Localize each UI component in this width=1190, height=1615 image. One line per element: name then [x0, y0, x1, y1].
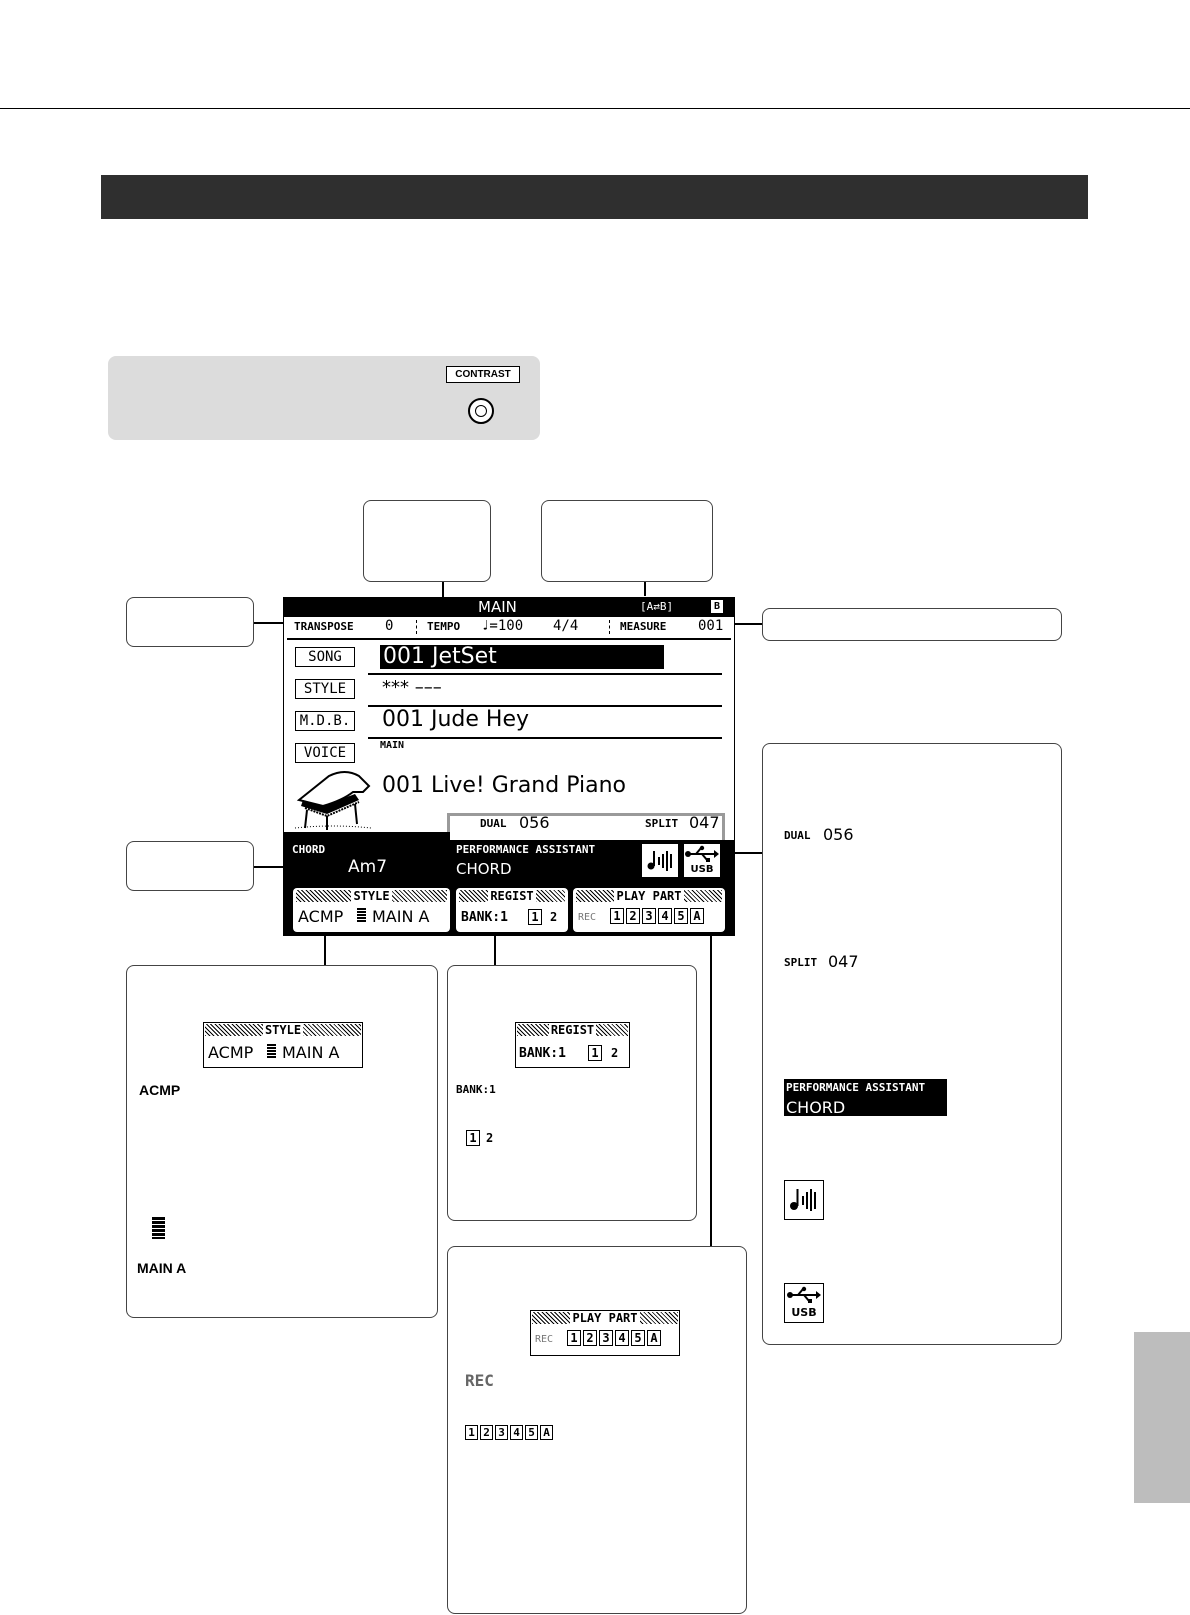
track-a: A	[540, 1425, 553, 1440]
callout-measure	[762, 608, 1062, 641]
transpose-value: 0	[385, 618, 394, 634]
legend-regist-mini-2: 2	[611, 1046, 619, 1060]
measure-value: 001	[698, 618, 724, 634]
track-2: 2	[583, 1330, 597, 1346]
legend-acmp: ACMP	[139, 1082, 181, 1098]
style-name[interactable]: *** –––	[382, 677, 442, 698]
legend-playpart-mini-title: PLAY PART	[532, 1312, 678, 1324]
pa-label: PERFORMANCE ASSISTANT	[456, 843, 596, 856]
legend-style-mini-title: STYLE	[205, 1024, 361, 1036]
measure-label: MEASURE	[620, 620, 667, 633]
callout-chord	[126, 841, 254, 891]
track-5[interactable]: 5	[674, 908, 688, 924]
style-label: STYLE	[295, 679, 355, 699]
legend-assistant-icon	[784, 1180, 824, 1220]
playpart-rec: REC	[578, 912, 597, 923]
leader-line	[644, 582, 646, 596]
b-marker: B	[711, 600, 723, 613]
pa-value: CHORD	[456, 860, 512, 878]
usb-label: USB	[690, 864, 714, 875]
regist-bank: BANK:1	[461, 910, 508, 925]
legend-usb-icon	[784, 1283, 824, 1323]
legend-memory-1: 1	[466, 1130, 480, 1146]
mdb-name[interactable]: 001 Jude Hey	[382, 707, 530, 732]
track-5: 5	[525, 1425, 538, 1440]
callout-ab-indicator	[541, 500, 713, 582]
tempo-label: TEMPO	[427, 620, 461, 633]
mdb-label: M.D.B.	[295, 711, 355, 731]
split-value[interactable]: 047	[689, 813, 720, 832]
track-2[interactable]: 2	[626, 908, 640, 924]
divider	[416, 620, 418, 634]
song-label: SONG	[295, 647, 355, 667]
track-1[interactable]: 1	[610, 908, 624, 924]
leader-line	[710, 920, 712, 1246]
track-3[interactable]: 3	[642, 908, 656, 924]
ab-indicator: [A⇄B]	[640, 600, 674, 613]
legend-main-a: MAIN A	[137, 1260, 187, 1276]
lcd-status-bar-tab	[283, 832, 450, 842]
section-header-bar	[101, 175, 1088, 219]
lcd-rule	[368, 673, 722, 675]
legend-regist-mini-bank: BANK:1	[519, 1046, 566, 1061]
top-rule	[0, 108, 1190, 109]
legend-playpart-mini-rec: REC	[535, 1334, 554, 1345]
style-acmp: ACMP	[298, 907, 344, 926]
usb-icon	[684, 844, 720, 877]
legend-tracks	[465, 1423, 555, 1441]
track-5: 5	[631, 1330, 645, 1346]
track-a: A	[647, 1330, 661, 1346]
legend-split-value: 047	[828, 952, 859, 971]
track-1: 1	[465, 1425, 478, 1440]
regist-memory-1: 1	[528, 909, 542, 925]
divider	[609, 620, 611, 634]
voice-sub-label: MAIN	[380, 740, 405, 751]
section-level-icon	[267, 1044, 276, 1059]
contrast-knob-icon[interactable]	[468, 398, 494, 424]
track-a[interactable]: A	[690, 908, 704, 924]
tempo-value: ♩=100	[481, 618, 524, 634]
style-section: MAIN A	[372, 907, 430, 926]
legend-memory-2: 2	[486, 1131, 494, 1145]
regist-box-title: REGIST	[459, 890, 565, 902]
grand-piano-icon	[293, 766, 375, 832]
track-4: 4	[615, 1330, 629, 1346]
time-signature: 4/4	[553, 618, 579, 634]
playpart-tracks	[610, 907, 706, 925]
contrast-label: CONTRAST	[446, 366, 520, 383]
legend-rec: REC	[465, 1371, 494, 1390]
legend-bank: BANK:1	[456, 1083, 496, 1096]
track-1: 1	[567, 1330, 581, 1346]
legend-style-mini-acmp: ACMP	[208, 1043, 254, 1062]
legend-pa-label: PERFORMANCE ASSISTANT	[786, 1081, 926, 1094]
legend-regist-mini-title: REGIST	[517, 1024, 628, 1036]
leader-line	[254, 866, 284, 868]
dual-label: DUAL	[480, 817, 507, 830]
chord-value: Am7	[348, 857, 388, 877]
split-label: SPLIT	[645, 817, 679, 830]
legend-split-label: SPLIT	[784, 956, 818, 969]
legend-style-mini-section: MAIN A	[282, 1043, 340, 1062]
section-level-icon	[152, 1217, 165, 1239]
regist-memory-2: 2	[550, 910, 558, 924]
legend-usb-label: USB	[791, 1306, 817, 1319]
track-4[interactable]: 4	[658, 908, 672, 924]
voice-label: VOICE	[295, 743, 355, 763]
legend-pa-value: CHORD	[786, 1098, 846, 1117]
style-box-title: STYLE	[296, 890, 447, 902]
transpose-label: TRANSPOSE	[294, 620, 354, 633]
track-3: 3	[495, 1425, 508, 1440]
callout-transpose	[126, 597, 254, 647]
lcd-rule	[287, 638, 731, 640]
track-3: 3	[599, 1330, 613, 1346]
track-2: 2	[480, 1425, 493, 1440]
track-4: 4	[510, 1425, 523, 1440]
chapter-tab	[1134, 1332, 1190, 1503]
legend-dual-value: 056	[823, 825, 854, 844]
legend-playpart-mini-tracks	[567, 1329, 663, 1347]
dual-value[interactable]: 056	[519, 813, 550, 832]
callout-tempo	[363, 500, 491, 582]
lcd-rule	[368, 737, 722, 739]
lcd-title: MAIN	[478, 598, 517, 616]
legend-dual-label: DUAL	[784, 829, 811, 842]
voice-name[interactable]: 001 Live! Grand Piano	[382, 773, 626, 798]
assistant-icon	[642, 844, 678, 877]
playpart-box-title: PLAY PART	[576, 890, 722, 902]
section-level-icon	[357, 908, 366, 923]
legend-regist-mini-1: 1	[588, 1045, 602, 1061]
chord-label: CHORD	[292, 843, 326, 856]
song-name[interactable]: 001 JetSet	[380, 645, 664, 669]
